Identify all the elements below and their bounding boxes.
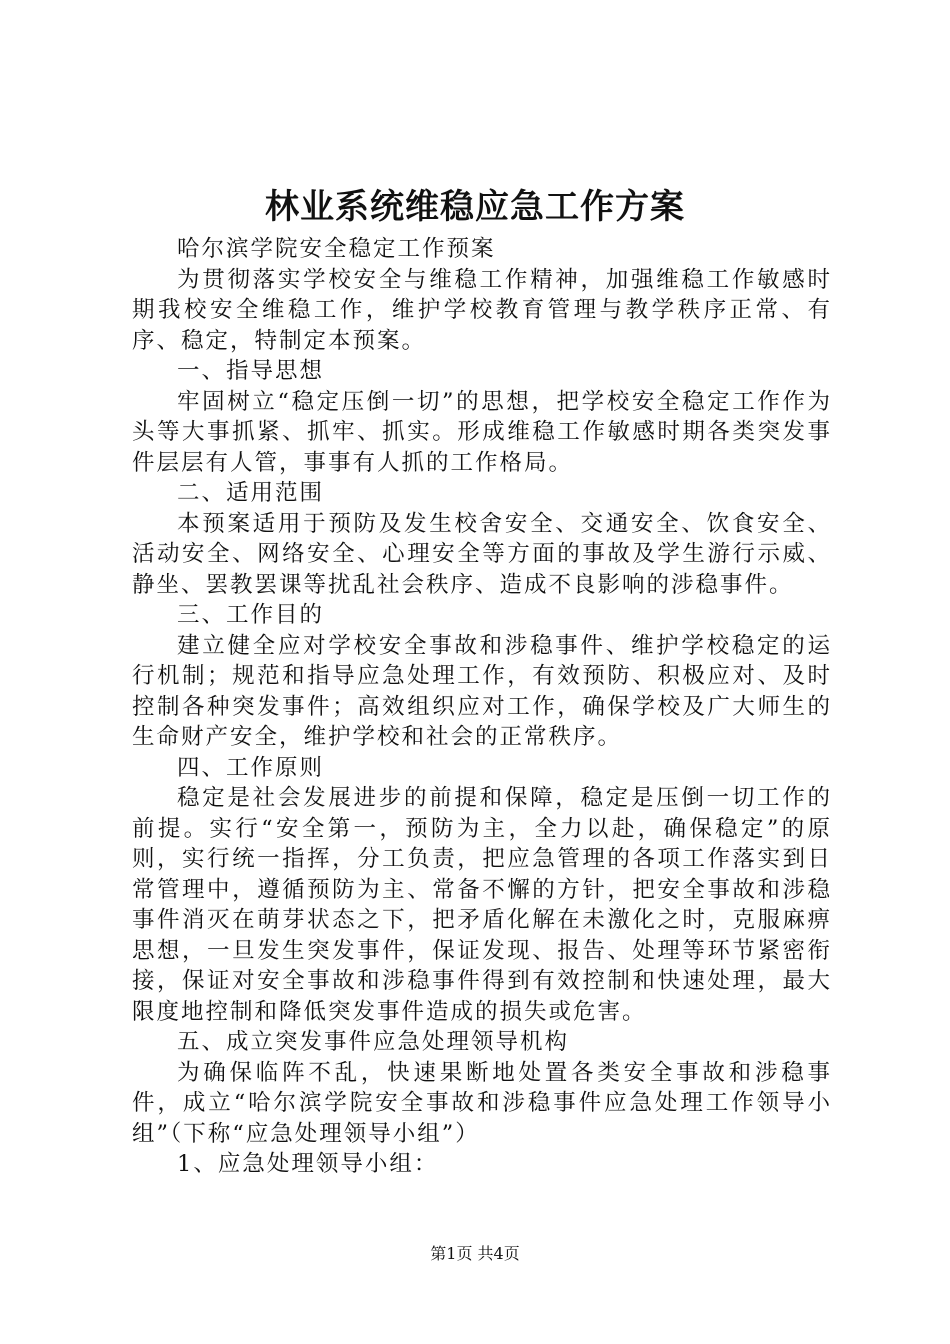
paragraph-leadership: 为确保临阵不乱，快速果断地处置各类安全事故和涉稳事件，成立“哈尔滨学院安全事故和涉稳事件应急处理工作领导小组”（下称“应急处理领导小组”）: [132, 1059, 832, 1147]
paragraph-heading-plan: 哈尔滨学院安全稳定工作预案: [177, 236, 496, 262]
paragraph-principles: 稳定是社会发展进步的前提和保障，稳定是压倒一切工作的前提。实行“安全第一，预防为主，全力以赴，确保稳定”的原则，实行统一指挥，分工负责，把应急管理的各项工作落实到日常管理中，遵循预防为主、常备不懈的方针，把安全事故和涉稳事件消灭在萌芽状态之下，把矛盾化解在未激化之时，克服麻痹思想，一旦发生突发事件，保证发现、报告、处理等环节紧密衔接，保证对安全事故和涉稳事件得到有效控制和快速处理，最大限度地控制和降低突发事件造成的损失或危害。: [132, 785, 832, 1025]
section-heading-scope: 二、适用范围: [177, 480, 325, 506]
subsection-heading-leading-group: 1、应急处理领导小组：: [177, 1151, 439, 1177]
section-heading-guiding-thought: 一、指导思想: [177, 358, 325, 384]
document-title: 林业系统维稳应急工作方案: [265, 187, 685, 227]
paragraph-intro: 为贯彻落实学校安全与维稳工作精神，加强维稳工作敏感时期我校安全维稳工作，维护学校教育管理与教学秩序正常、有序、稳定，特制定本预案。: [132, 266, 832, 354]
paragraph-purpose: 建立健全应对学校安全事故和涉稳事件、维护学校稳定的运行机制；规范和指导应急处理工作，有效预防、积极应对、及时控制各种突发事件；高效组织应对工作，确保学校及广大师生的生命财产安全，维护学校和社会的正常秩序。: [132, 632, 832, 750]
paragraph-scope: 本预案适用于预防及发生校舍安全、交通安全、饮食安全、活动安全、网络安全、心理安全等方面的事故及学生游行示威、静坐、罢教罢课等扰乱社会秩序、造成不良影响的涉稳事件。: [132, 510, 832, 598]
section-heading-principles: 四、工作原则: [177, 754, 325, 781]
section-heading-purpose: 三、工作目的: [177, 602, 325, 628]
section-heading-leadership: 五、成立突发事件应急处理领导机构: [177, 1029, 570, 1055]
page-footer: 第1页 共4页: [430, 1244, 520, 1263]
document-body: [132, 234, 832, 1180]
paragraph-guiding-thought: 牢固树立“稳定压倒一切”的思想，把学校安全稳定工作作为头等大事抓紧、抓牢、抓实。形成维稳工作敏感时期各类突发事件层层有人管，事事有人抓的工作格局。: [132, 388, 832, 476]
